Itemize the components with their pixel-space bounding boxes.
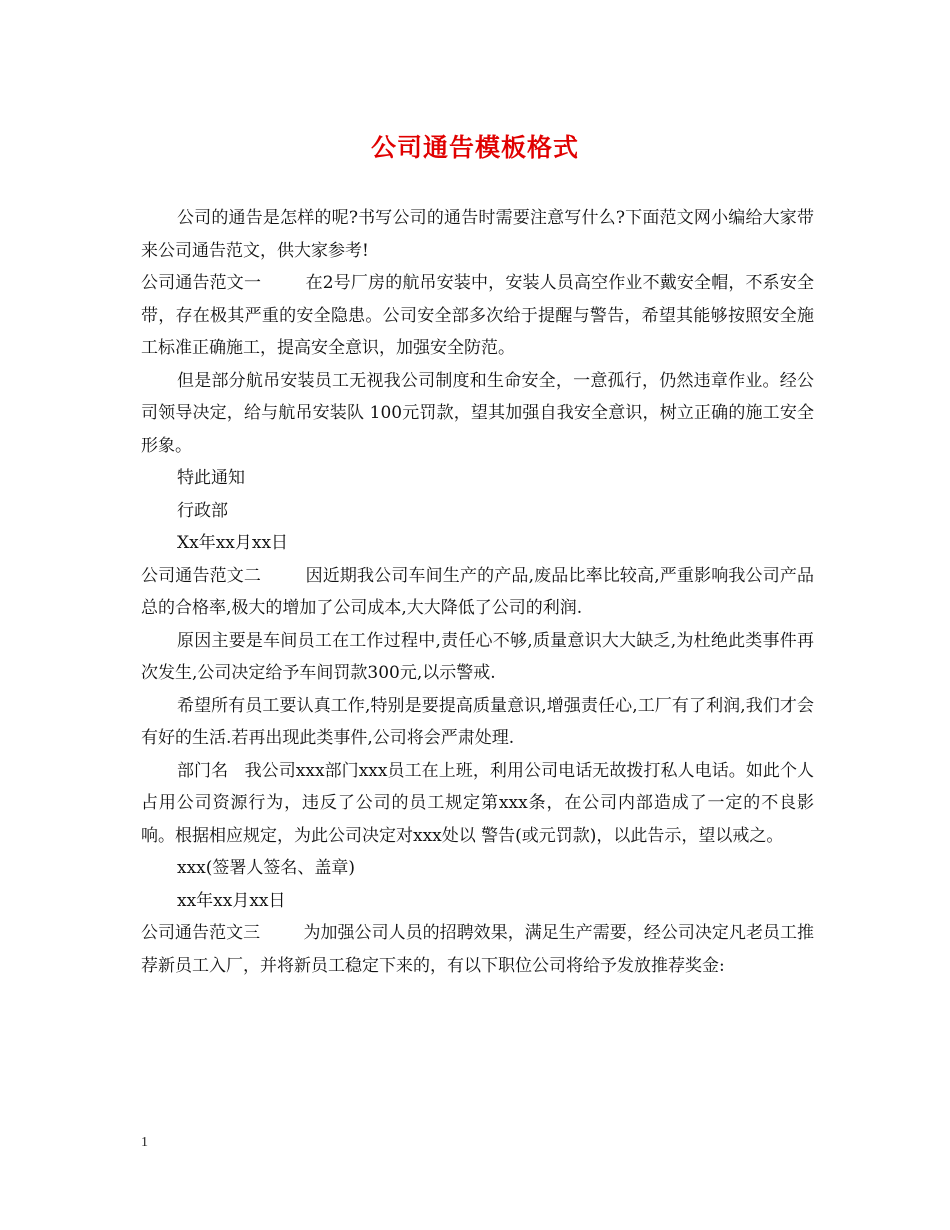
sample2-paragraph-3: 希望所有员工要认真工作,特别是要提高质量意识,增强责任心,工厂有了利润,我们才会有好的生活.若再出现此类事件,公司将会严肃处理. (141, 695, 814, 748)
sample2-paragraph-2: 原因主要是车间员工在工作过程中,责任心不够,质量意识大大缺乏,为杜绝此类事件再次发生,公司决定给予车间罚款300元,以示警戒. (141, 630, 814, 683)
sample1-paragraph-1 (141, 267, 814, 365)
sample2-text-1: 因近期我公司车间生产的产品,废品比率比较高,严重影响我公司产品总的合格率,极大的增加了公司成本,大大降低了公司的利润. (141, 565, 815, 618)
sample1-closing: 特此通知 (177, 468, 245, 488)
sample2-signature: xxx(签署人签名、盖章) (177, 858, 356, 878)
sample2-text-4: 我公司xxx部门xxx员工在上班，利用公司电话无故拨打私人电话。如此个人占用公司资源行为，违反了公司的员工规定第xxx条，在公司内部造成了一定的不良影响。根据相应规定，为此公司决定对xxx处以 警告(或元罚款)，以此告示，望以戒之。 (141, 760, 815, 846)
sample3-text-1: 为加强公司人员的招聘效果，满足生产需要，经公司决定凡老员工推荐新员工入厂，并将新员工稳定下来的，有以下职位公司将给予发放推荐奖金: (141, 923, 815, 976)
sample3-heading: 公司通告范文三 (141, 923, 261, 943)
sample1-department: 行政部 (177, 500, 228, 521)
document-body (141, 202, 814, 982)
sample1-heading: 公司通告范文一 (141, 273, 262, 293)
intro-paragraph: 公司的通告是怎样的呢?书写公司的通告时需要注意写什么?下面范文网小编给大家带来公司通告范文，供大家参考! (141, 208, 814, 261)
sample2-dept-label: 部门名 (177, 760, 229, 781)
sample2-paragraph-1 (141, 560, 814, 625)
document-title: 公司通告模板格式 (370, 133, 579, 162)
sample2-date: xx年xx月xx日 (177, 890, 286, 911)
sample2-heading: 公司通告范文二 (141, 565, 262, 586)
sample1-text-1: 在2号厂房的航吊安装中，安装人员高空作业不戴安全帽，不系安全带，存在极其严重的安全隐患。公司安全部多次给于提醒与警告，希望其能够按照安全施工标准正确施工，提高安全意识，加强安全防范。 (141, 273, 814, 358)
sample3-paragraph-1 (141, 917, 814, 982)
sample1-date: Xx年xx月xx日 (177, 533, 289, 553)
page-number: 1 (141, 1135, 148, 1150)
sample1-paragraph-2: 但是部分航吊安装员工无视我公司制度和生命安全，一意孤行，仍然违章作业。经公司领导决定，给与航吊安装队 100元罚款，望其加强自我安全意识，树立正确的施工安全形象。 (141, 370, 814, 456)
sample2-paragraph-4 (141, 755, 814, 853)
